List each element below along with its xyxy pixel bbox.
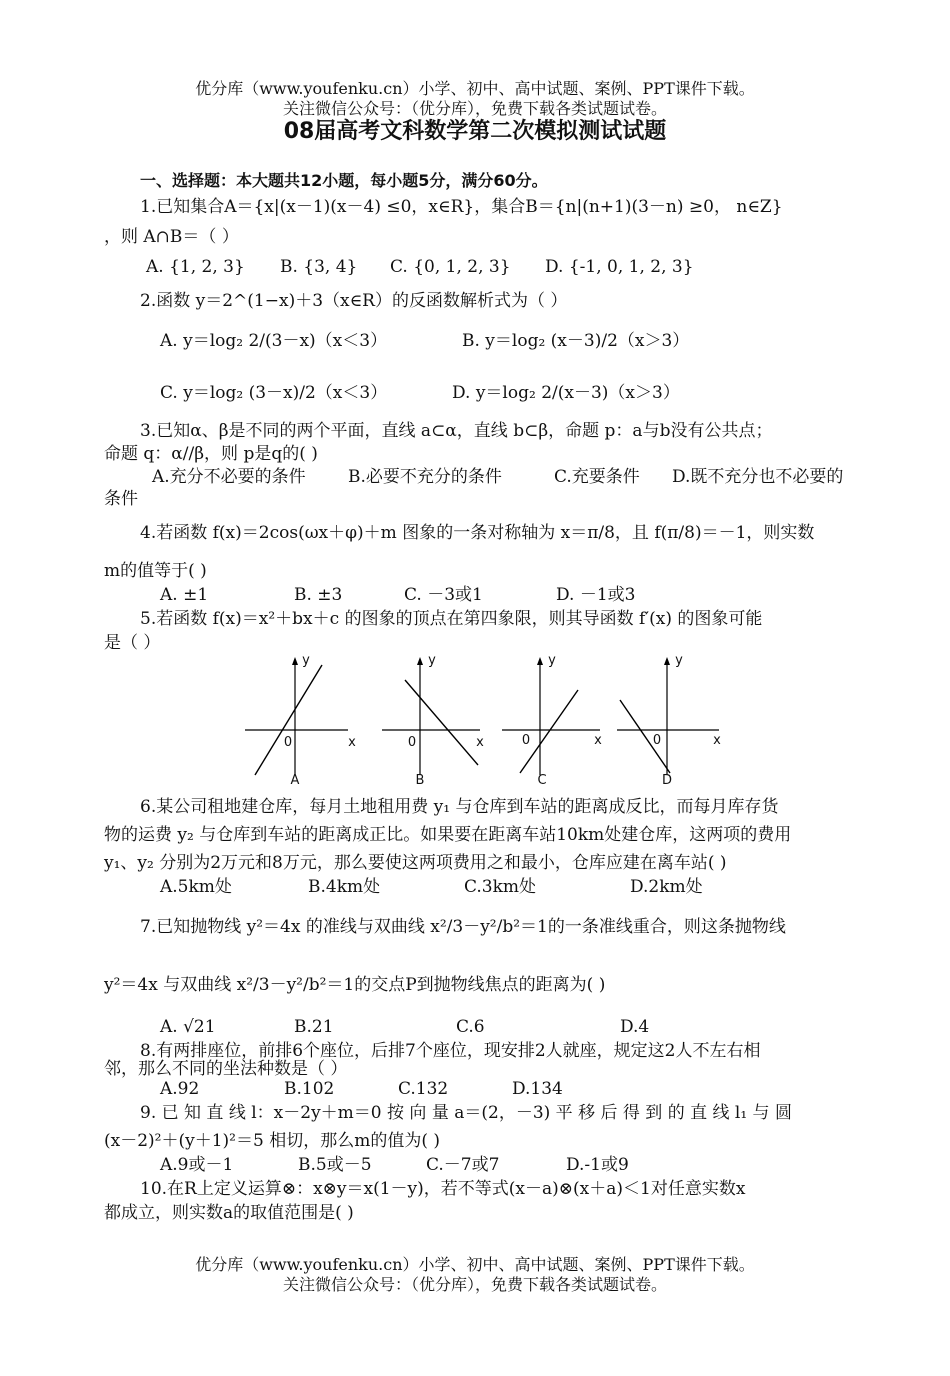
q4-option-b: B. ±3	[294, 585, 343, 605]
graph-b-x-label: x	[476, 735, 484, 750]
graph-c-svg	[500, 655, 610, 790]
footer-line-1: 优分库（www.youfenku.cn）小学、初中、高中试题、案例、PPT课件下载。	[195, 1255, 755, 1274]
q10-line-1: 10.在R上定义运算⊗：x⊗y＝x(1－y)，若不等式(x－a)⊗(x＋a)＜1对任意实数x	[140, 1179, 746, 1199]
graph-b-y-label: y	[428, 653, 436, 668]
q3-stem-cont: 命题 q：α//β，则 p是q的( )	[104, 444, 318, 464]
q9-option-c: C.－7或7	[426, 1155, 500, 1175]
q8-option-a: A.92	[160, 1079, 200, 1099]
q8-option-b: B.102	[284, 1079, 335, 1099]
graph-c-line	[520, 690, 578, 773]
q6-line-3: y₁、y₂ 分别为2万元和8万元，那么要使这两项费用之和最小，仓库应建在离车站( )	[104, 853, 727, 873]
q7-option-c: C.6	[456, 1017, 485, 1037]
q3-option-d: D.既不充分也不必要的	[672, 467, 844, 487]
graph-a-caption: A	[290, 773, 300, 788]
q8-line-1: 8.有两排座位，前排6个座位，后排7个座位，现安排2人就座，规定这2人不左右相	[140, 1041, 761, 1061]
q1-option-b: B. {3, 4}	[280, 257, 358, 277]
q4-option-d: D. －1或3	[556, 585, 636, 605]
q4-option-a: A. ±1	[160, 585, 209, 605]
q3-option-d-cont: 条件	[104, 489, 138, 509]
q1-option-a: A. {1, 2, 3}	[146, 257, 245, 277]
q2-stem: 2.函数 y＝2^(1−x)＋3（x∈R）的反函数解析式为（ ）	[140, 291, 568, 311]
header-line-2: 关注微信公众号：（优分库），免费下载各类试题试卷。	[282, 99, 667, 118]
graph-c-origin: 0	[521, 733, 531, 748]
q7-option-d: D.4	[620, 1017, 650, 1037]
graph-c-y-label: y	[548, 653, 556, 668]
q9-option-d: D.-1或9	[566, 1155, 629, 1175]
graph-d-y-label: y	[675, 653, 683, 668]
graph-a-origin: 0	[283, 735, 293, 750]
q5-stem-cont: 是（ ）	[104, 633, 161, 653]
graph-a-svg	[240, 655, 350, 790]
q7-stem-cont: y²＝4x 与双曲线 x²/3－y²/b²＝1的交点P到抛物线焦点的距离为( )	[104, 975, 606, 995]
q4-option-c: C. －3或1	[404, 585, 483, 605]
q10-line-2: 都成立，则实数a的取值范围是( )	[104, 1203, 354, 1223]
q7-option-a: A. √21	[160, 1017, 216, 1037]
graph-c-x-label: x	[594, 733, 602, 748]
q3-option-c: C.充要条件	[554, 467, 640, 487]
q3-option-b: B.必要不充分的条件	[348, 467, 502, 487]
q2-option-a: A. y＝log₂ 2/(3－x)（x＜3）	[160, 331, 388, 351]
graph-d-caption: D	[661, 773, 672, 788]
q8-option-d: D.134	[512, 1079, 563, 1099]
q9-option-a: A.9或－1	[160, 1155, 234, 1175]
q8-line-2: 邻，那么不同的坐法种数是（ ）	[104, 1059, 348, 1079]
graph-a-x-label: x	[348, 735, 356, 750]
graph-a-y-label: y	[302, 653, 310, 668]
q1-option-d: D. {-1, 0, 1, 2, 3}	[545, 257, 694, 277]
graph-b-origin: 0	[407, 735, 417, 750]
section-heading: 一、选择题：本大题共12小题，每小题5分，满分60分。	[140, 171, 548, 190]
graph-c	[500, 655, 610, 790]
graph-b-svg	[380, 655, 490, 790]
graph-b-line	[405, 680, 478, 765]
q8-option-c: C.132	[398, 1079, 449, 1099]
q9-line-2: (x－2)²＋(y＋1)²＝5 相切，那么m的值为( )	[104, 1131, 440, 1151]
q6-line-2: 物的运费 y₂ 与仓库到车站的距离成正比。如果要在距离车站10km处建仓库，这两项的费用	[104, 825, 792, 845]
q3-option-a: A.充分不必要的条件	[152, 467, 306, 487]
q9-line-1: 9. 已 知 直 线 l：x－2y＋m＝0 按 向 量 a＝(2，－3) 平 移 后 得 到 的 直 线 l₁ 与 圆	[140, 1103, 792, 1123]
q6-option-a: A.5km处	[160, 877, 232, 897]
graph-d-svg	[615, 655, 725, 790]
graph-c-caption: C	[537, 773, 547, 788]
graph-a	[240, 653, 356, 790]
q4-stem-cont: m的值等于( )	[104, 561, 207, 581]
q1-stem: 1.已知集合A＝{x|(x－1)(x－4) ≤0，x∈R}，集合B＝{n|(n+1)(3－n) ≥0， n∈Z}	[140, 197, 783, 217]
graph-d-origin: 0	[652, 733, 662, 748]
q3-stem: 3.已知α、β是不同的两个平面，直线 a⊂α，直线 b⊂β，命题 p：a与b没有公共点；	[140, 421, 773, 441]
graph-a-line	[255, 665, 322, 775]
q6-option-c: C.3km处	[464, 877, 537, 897]
q2-option-b: B. y＝log₂ (x－3)/2（x＞3）	[462, 331, 690, 351]
page-title: 08届高考文科数学第二次模拟测试试题	[283, 119, 667, 144]
q2-option-d: D. y＝log₂ 2/(x－3)（x＞3）	[452, 383, 680, 403]
q7-stem: 7.已知抛物线 y²＝4x 的准线与双曲线 x²/3－y²/b²＝1的一条准线重合，则这条抛物线	[140, 917, 786, 937]
q7-option-b: B.21	[294, 1017, 334, 1037]
q6-line-1: 6.某公司租地建仓库，每月土地租用费 y₁ 与仓库到车站的距离成反比，而每月库存货	[140, 797, 779, 817]
graph-d-x-label: x	[713, 733, 721, 748]
q9-option-b: B.5或－5	[298, 1155, 372, 1175]
q6-option-d: D.2km处	[630, 877, 703, 897]
q1-stem-cont: ，则 A∩B＝（ ）	[104, 227, 239, 247]
q5-stem: 5.若函数 f(x)＝x²＋bx＋c 的图象的顶点在第四象限，则其导函数 f′(x) 的图象可能	[140, 609, 763, 629]
q2-option-c: C. y＝log₂ (3－x)/2（x＜3）	[160, 383, 388, 403]
q6-option-b: B.4km处	[308, 877, 381, 897]
footer-line-2: 关注微信公众号：（优分库），免费下载各类试题试卷。	[282, 1275, 667, 1294]
graph-d	[615, 655, 725, 790]
graph-b	[380, 655, 490, 790]
q1-option-c: C. {0, 1, 2, 3}	[390, 257, 511, 277]
header-line-1: 优分库（www.youfenku.cn）小学、初中、高中试题、案例、PPT课件下载。	[195, 79, 755, 98]
q4-stem: 4.若函数 f(x)＝2cos(ωx＋φ)＋m 图象的一条对称轴为 x＝π/8，且 f(π/8)＝－1，则实数	[140, 523, 815, 543]
graph-b-caption: B	[415, 773, 425, 788]
